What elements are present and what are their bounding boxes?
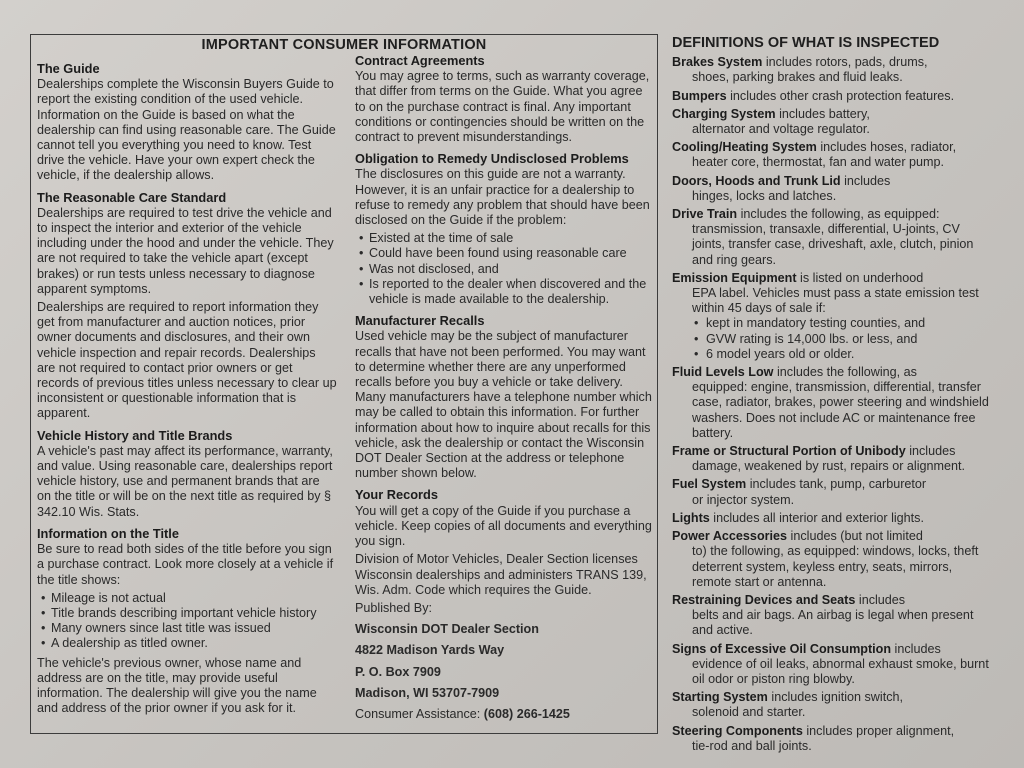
definition-first: includes hoses, radiator, (816, 140, 957, 155)
definition-item (672, 593, 992, 639)
definition-rest: or injector system. (692, 492, 795, 507)
definition-first: includes other crash protection features. (726, 88, 955, 103)
list-item: • GVW rating is 14,000 lbs. or less, and (672, 332, 992, 347)
middle-column (355, 53, 655, 728)
list-item: • A dealership as titled owner. (37, 636, 337, 651)
definition-first: includes (but not limited (787, 529, 923, 544)
publisher-street: 4822 Madison Yards Way (355, 643, 505, 658)
definition-item (672, 444, 992, 474)
list-item: • kept in mandatory testing counties, and (672, 316, 992, 331)
records-heading: Your Records (355, 487, 438, 503)
definitions-title: DEFINITIONS OF WHAT IS INSPECTED (672, 35, 940, 51)
definition-first: includes the following, as equipped: (737, 207, 940, 222)
contract-heading: Contract Agreements (355, 53, 485, 68)
list-item: • Could have been found using reasonable care (355, 246, 655, 261)
definition-term: Lights (672, 510, 710, 525)
definition-term: Starting System (672, 690, 768, 705)
definition-rest: belts and air bags. An airbag is legal when present and active. (692, 608, 974, 638)
records-text: You will get a copy of the Guide if you purchase a vehicle. Keep copies of all documents and everything you sign. (355, 503, 652, 549)
definition-first: includes (891, 641, 941, 656)
care-text-2: Dealerships are required to report information they get from manufacturer and auction notices, prior owner documents and disclosures, and their own vehicle inspection and repair records. Dealerships are not required to contact prior owners or get records of previous titles unless necessary to clear up inconsistent or questionable information that is apparent. (37, 300, 337, 421)
definition-item (672, 724, 992, 754)
definition-item (672, 140, 992, 170)
list-item: • Existed at the time of sale (355, 231, 655, 246)
definition-first: includes rotors, pads, drums, (762, 55, 928, 70)
definition-term: Frame or Structural Portion of Unibody (672, 444, 906, 459)
definition-item (672, 477, 992, 507)
publisher-name: Wisconsin DOT Dealer Section (355, 622, 539, 637)
definition-term: Brakes System (672, 55, 763, 70)
list-item: • Was not disclosed, and (355, 262, 655, 277)
remedy-text: The disclosures on this guide are not a warranty. However, it is an unfair practice for a dealership to refuse to remedy any problem that should have been disclosed on the Guide if the problem: (355, 167, 650, 228)
definition-item (672, 174, 992, 204)
left-column (37, 55, 337, 719)
definition-item (672, 690, 992, 720)
definition-rest: to) the following, as equipped: windows, locks, theft deterrent system, keyless entry, seats, mirrors, remote start or antenna. (692, 544, 979, 589)
title-info-text: Be sure to read both sides of the title before you sign a purchase contract. Look more closely at a vehicle if the title shows: (37, 542, 334, 587)
list-item: • Many owners since last title was issued (37, 621, 337, 636)
published-by-label: Published By: (355, 600, 433, 615)
dmv-text: Division of Motor Vehicles, Dealer Section licenses Wisconsin dealerships and administers TRANS 139, Wis. Adm. Code which requires the Guide. (355, 552, 647, 597)
definition-term: Fuel System (672, 477, 747, 492)
contract-text: You may agree to terms, such as warranty coverage, that differ from terms on the Guide. What you agree to on the purchase contract is final. Any important conditions or contingencies should be written on the contract to prevent misunderstandings. (355, 69, 650, 145)
definition-term: Doors, Hoods and Trunk Lid (672, 173, 841, 188)
definition-item (672, 642, 992, 688)
definition-rest: EPA label. Vehicles must pass a state emission test within 45 days of sale if: (692, 286, 979, 316)
definition-item (672, 107, 992, 137)
definition-first: includes proper alignment, (802, 723, 955, 738)
publisher-city: Madison, WI 53707-7909 (355, 685, 500, 700)
guide-text: Dealerships complete the Wisconsin Buyers Guide to report the existing condition of the used vehicle. Information on the Guide is based on what the dealership can find using reasonable care. The Guide cannot tell you everything you need to know. Test drive the vehicle. Have your own expert check the vehicle, if the dealership allows. (37, 77, 336, 183)
publisher-po-box: P. O. Box 7909 (355, 664, 441, 679)
definition-first: includes (840, 173, 891, 188)
remedy-heading: Obligation to Remedy Undisclosed Problems (355, 151, 629, 167)
guide-heading: The Guide (37, 61, 100, 76)
definition-first: includes ignition switch, (767, 690, 903, 705)
definition-item (672, 55, 992, 85)
definition-rest: damage, weakened by rust, repairs or alignment. (692, 459, 966, 474)
definition-rest: alternator and voltage regulator. (692, 122, 870, 137)
care-heading: The Reasonable Care Standard (37, 189, 227, 205)
definition-first: includes (855, 592, 906, 607)
definition-rest: evidence of oil leaks, abnormal exhaust smoke, burnt oil odor or piston ring blowby. (692, 656, 989, 686)
definition-item (672, 511, 992, 526)
definition-term: Bumpers (672, 88, 727, 103)
definition-first: includes the following, as (773, 365, 917, 380)
definition-rest: solenoid and starter. (692, 705, 806, 720)
list-item: • Mileage is not actual (37, 591, 337, 606)
definition-term: Cooling/Heating System (672, 140, 817, 155)
list-item: • Is reported to the dealer when discovered and the vehicle is made available to the dealership. (355, 277, 655, 307)
assistance-label: Consumer Assistance: (355, 706, 484, 721)
title-info-heading: Information on the Title (37, 525, 179, 541)
definition-term: Restraining Devices and Seats (672, 592, 856, 607)
definition-rest: shoes, parking brakes and fluid leaks. (692, 70, 903, 85)
definition-item (672, 365, 992, 441)
definition-rest: equipped: engine, transmission, differential, transfer case, radiator, brakes, power steering and windshield washers. Does not include AC or maintenance free battery. (692, 380, 989, 440)
definition-first: includes tank, pump, carburetor (746, 477, 927, 492)
definitions-column (672, 36, 992, 757)
definition-item (672, 207, 992, 268)
definition-term: Charging System (672, 106, 776, 121)
definition-term: Signs of Excessive Oil Consumption (672, 641, 892, 656)
definition-term: Steering Components (672, 723, 803, 738)
remedy-bullets (355, 231, 655, 307)
definition-first: is listed on underhood (796, 270, 924, 285)
definition-first: includes (905, 444, 956, 459)
list-item: • Title brands describing important vehicle history (37, 606, 337, 621)
definition-term: Power Accessories (672, 529, 788, 544)
definition-first: includes battery, (775, 106, 870, 121)
definition-rest: tie-rod and ball joints. (692, 738, 812, 753)
definition-item (672, 271, 992, 362)
definition-term: Emission Equipment (672, 270, 797, 285)
list-item: • 6 model years old or older. (672, 347, 992, 362)
recall-text: Used vehicle may be the subject of manufacturer recalls that have not been performed. You may want to determine whether there are any unperformed recalls before you buy a vehicle or take delivery. Many manufacturers have a telephone number which may be called to obtain this information. For further information about how to inquire about recalls for this vehicle, ask the dealership or contact the Wisconsin DOT Dealer Section at the address or telephone number shown below. (355, 329, 652, 481)
history-text: A vehicle's past may affect its performance, warranty, and value. Using reasonable care, dealerships report vehicle history, use and permanent brands that are on the title or will be on the next title as required by § 342.10 Wis. Stats. (37, 443, 333, 519)
definition-term: Fluid Levels Low (672, 365, 774, 380)
definition-item (672, 89, 992, 104)
owner-text: The vehicle's previous owner, whose name and address are on the title, may provide useful information. The dealership will give you the name and address of the prior owner if you ask for it. (37, 655, 317, 716)
definition-rest: heater core, thermostat, fan and water pump. (692, 155, 945, 170)
consumer-information-box (30, 34, 658, 734)
box-title: IMPORTANT CONSUMER INFORMATION (201, 37, 487, 53)
definition-rest: transmission, transaxle, differential, U-joints, CV joints, transfer case, driveshaft, axle, clutch, pinion and ring gears. (692, 222, 974, 267)
recall-heading: Manufacturer Recalls (355, 313, 485, 329)
definition-rest: hinges, locks and latches. (692, 188, 837, 203)
consumer-assistance (355, 707, 655, 722)
history-heading: Vehicle History and Title Brands (37, 427, 233, 443)
assistance-phone: (608) 266-1425 (483, 706, 570, 721)
title-bullets (37, 591, 337, 652)
publisher-block (355, 601, 655, 722)
emission-bullets (672, 316, 992, 362)
definition-term: Drive Train (672, 207, 738, 222)
definition-item (672, 529, 992, 590)
care-text-1: Dealerships are required to test drive the vehicle and to inspect the interior and exterior of the vehicle including under the hood and under the vehicle. They are not required to take the vehicle apart (except brakes) or run tests unless necessary to diagnose apparent symptoms. (37, 205, 334, 296)
definition-first: includes all interior and exterior lights. (709, 510, 924, 525)
